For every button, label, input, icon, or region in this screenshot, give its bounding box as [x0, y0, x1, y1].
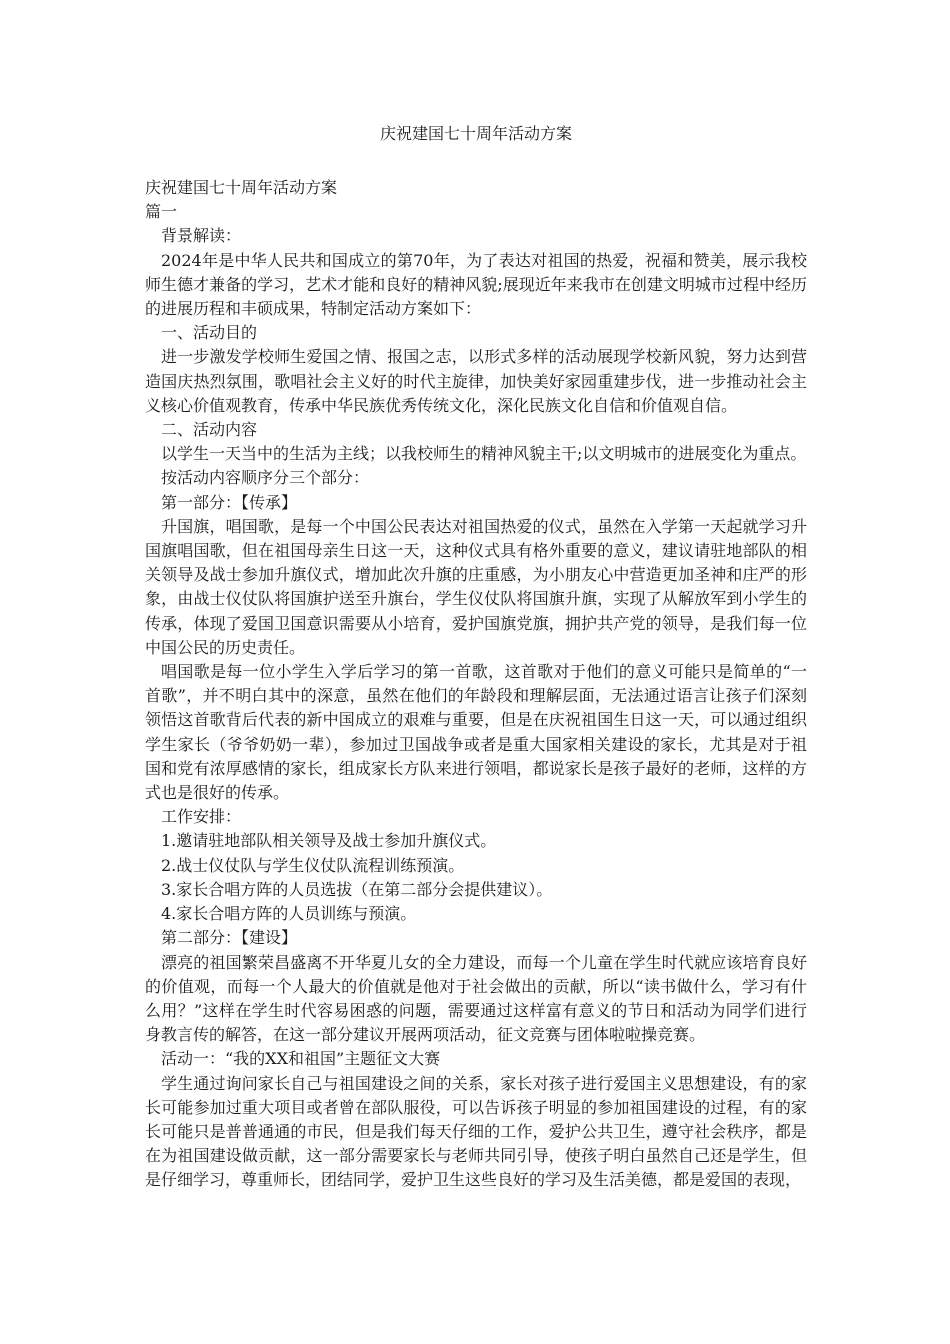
- paragraph-background-heading: 背景解读：: [161, 226, 242, 246]
- section-label: 篇一: [145, 202, 178, 222]
- heading-activity-purpose: 一、活动目的: [161, 323, 258, 343]
- heading-part-two: 第二部分：【建设】: [161, 928, 298, 948]
- heading-part-one: 第一部分：【传承】: [161, 492, 298, 512]
- paragraph-activity-purpose: 进一步激发学校师生爱国之情、报国之志，以形式多样的活动展现学校新风貌，努力达到营造国庆热烈氛围，歌唱社会主义好的时代主旋律，加快美好家园重建步伐，进一步推动社会主义核心价值观教育，传承中华民族优秀传统文化，深化民族文化自信和价值观自信。: [145, 347, 807, 415]
- heading-work-arrangement: 工作安排：: [161, 807, 242, 827]
- list-item-4: 4.家长合唱方阵的人员训练与预演。: [161, 904, 417, 924]
- paragraph-flag-raising: 升国旗，唱国歌，是每一个中国公民表达对祖国热爱的仪式，虽然在入学第一天起就学习升国旗唱国歌，但在祖国母亲生日这一天，这种仪式具有格外重要的意义，建议请驻地部队的相关领导及战士参加升旗仪式，增加此次升旗的庄重感，为小朋友心中营造更加圣神和庄严的形象，由战士仪仗队将国旗护送至升旗台，学生仪仗队将国旗升旗，实现了从解放军到小学生的传承，体现了爱国卫国意识需要从小培育，爱护国旗党旗，拥护共产党的领导，是我们每一位中国公民的历史责任。: [145, 516, 807, 657]
- paragraph-anthem: 唱国歌是每一位小学生入学后学习的第一首歌，这首歌对于他们的意义可能只是简单的“一首歌”，并不明白其中的深意，虽然在他们的年龄段和理解层面，无法通过语言让孩子们深刻领悟这首歌背后代表的新中国成立的艰难与重要，但是在庆祝祖国生日这一天，可以通过组织学生家长（爷爷奶奶一辈），参加过卫国战争或者是重大国家相关建设的家长，尤其是对于祖国和党有浓厚感情的家长，组成家长方队来进行领唱，都说家长是孩子最好的老师，这样的方式也是很好的传承。: [145, 662, 807, 803]
- paragraph-background-body: 2024年是中华人民共和国成立的第70年，为了表达对祖国的热爱，祝福和赞美，展示我校师生德才兼备的学习，艺术才能和良好的精神风貌;展现近年来我市在创建文明城市过程中经历的进展历程和丰硕成果，特制定活动方案如下：: [145, 250, 807, 319]
- list-item-3: 3.家长合唱方阵的人员选拔（在第二部分会提供建议）。: [161, 879, 553, 899]
- paragraph-construction: 漂亮的祖国繁荣昌盛离不开华夏儿女的全力建设，而每一个儿童在学生时代就应该培育良好的价值观，而每一个人最大的价值就是他对于社会做出的贡献，所以“读书做什么，学习有什么用？”这样在学生时代容易困惑的问题，需要通过这样富有意义的节日和活动为同学们进行身教言传的解答，在这一部分建议开展两项活动，征文竞赛与团体啦啦操竞赛。: [145, 952, 807, 1045]
- paragraph-three-parts: 按活动内容顺序分三个部分：: [161, 468, 370, 488]
- heading-activity-one: 活动一：“我的XX和祖国”主题征文大赛: [161, 1049, 441, 1069]
- list-item-2: 2.战士仪仗队与学生仪仗队流程训练预演。: [161, 855, 465, 875]
- heading-activity-content: 二、活动内容: [161, 420, 258, 440]
- document-page: [145, 122, 807, 1193]
- document-title: 庆祝建国七十周年活动方案: [379, 124, 572, 143]
- list-item-1: 1.邀请驻地部队相关领导及战士参加升旗仪式。: [161, 831, 497, 851]
- paragraph-main-line: 以学生一天当中的生活为主线；以我校师生的精神风貌主干;以文明城市的进展变化为重点。: [161, 444, 807, 464]
- document-subtitle: 庆祝建国七十周年活动方案: [145, 178, 338, 197]
- paragraph-essay-contest: 学生通过询问家长自己与祖国建设之间的关系，家长对孩子进行爱国主义思想建设，有的家长可能参加过重大项目或者曾在部队服役，可以告诉孩子明显的参加祖国建设的过程，有的家长可能只是普普通通的市民，但是我们每天仔细的工作，爱护公共卫生，遵守社会秩序，都是在为祖国建设做贡献，这一部分需要家长与老师共同引导，使孩子明白虽然自己还是学生，但是仔细学习，尊重师长，团结同学，爱护卫生这些良好的学习及生活美德，都是爱国的表现，: [145, 1073, 807, 1190]
